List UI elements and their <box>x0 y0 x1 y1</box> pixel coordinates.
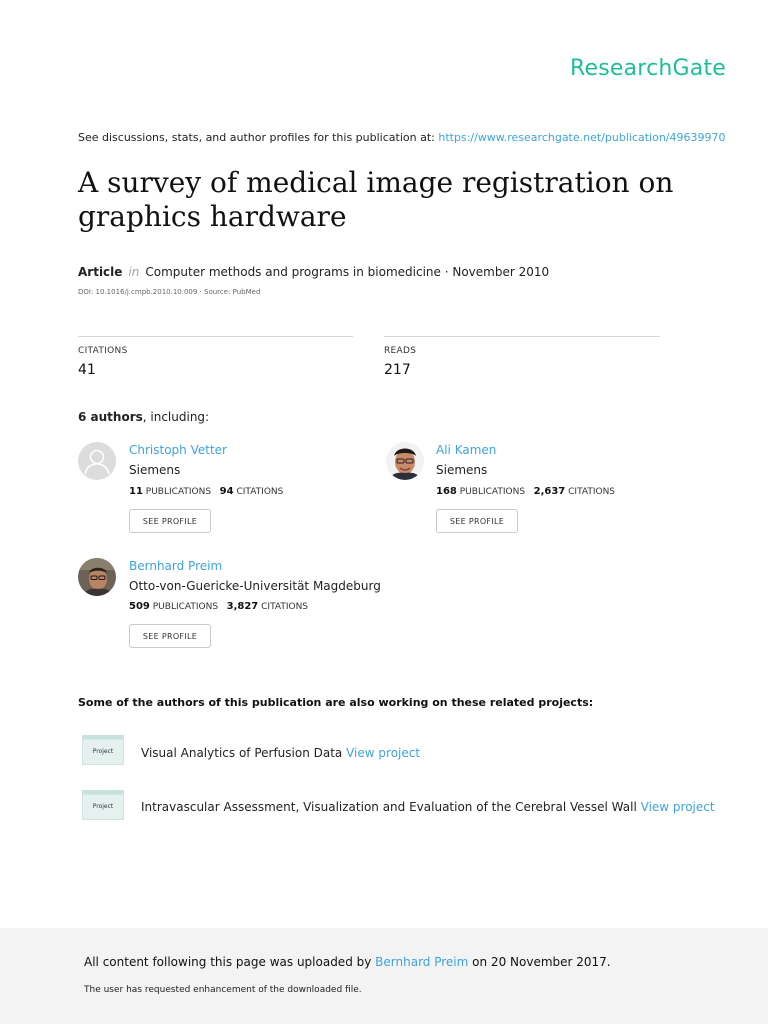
related-projects-heading: Some of the authors of this publication are also working on these related projects: <box>78 696 594 709</box>
citations-label: CITATIONS <box>78 346 128 356</box>
author-name-link[interactable]: Christoph Vetter <box>129 443 227 457</box>
project-item <box>141 746 420 760</box>
author-avatar-default-icon[interactable] <box>78 442 116 480</box>
citations-divider <box>78 336 353 337</box>
author-citations-label: CITATIONS <box>568 487 616 497</box>
publication-title: A survey of medical image registration on graphics hardware <box>78 166 674 233</box>
project-icon-label: Project <box>92 748 114 755</box>
author-citations-count: 94 <box>219 486 234 497</box>
author-citations-label: CITATIONS <box>236 487 284 497</box>
see-profile-button[interactable]: SEE PROFILE <box>129 509 211 533</box>
author-publications-label: PUBLICATIONS <box>145 487 212 497</box>
author-stats <box>436 486 615 497</box>
in-word: in <box>128 265 140 279</box>
authors-heading <box>78 410 209 424</box>
project-item <box>141 800 715 814</box>
author-name-link[interactable]: Ali Kamen <box>436 443 497 457</box>
author-publications-label: PUBLICATIONS <box>152 602 219 612</box>
authors-count: 6 authors <box>78 410 143 424</box>
project-folder-icon[interactable] <box>82 790 124 820</box>
reads-label: READS <box>384 346 417 356</box>
upload-suffix: on 20 November 2017. <box>472 955 611 969</box>
view-project-link[interactable]: View project <box>346 746 421 760</box>
enhancement-note: The user has requested enhancement of the downloaded file. <box>84 985 362 995</box>
upload-info-line <box>84 955 611 969</box>
article-meta-line <box>78 265 549 279</box>
reads-divider <box>384 336 660 337</box>
upload-prefix: All content following this page was uploaded by <box>84 955 372 969</box>
citations-value: 41 <box>78 362 96 378</box>
author-institution: Siemens <box>436 463 488 477</box>
author-citations-count: 3,827 <box>226 601 259 612</box>
default-avatar-icon <box>78 442 116 480</box>
project-folder-icon[interactable] <box>82 735 124 765</box>
publication-url-link[interactable]: https://www.researchgate.net/publication/49639970 <box>438 131 726 144</box>
author-institution: Siemens <box>129 463 181 477</box>
author-publications-count: 11 <box>129 486 143 497</box>
uploader-link[interactable]: Bernhard Preim <box>375 955 469 969</box>
author-avatar-photo[interactable] <box>386 442 424 480</box>
view-project-link[interactable]: View project <box>640 800 715 814</box>
author-citations-count: 2,637 <box>533 486 566 497</box>
see-profile-button[interactable]: SEE PROFILE <box>436 509 518 533</box>
project-icon-label: Project <box>92 803 114 810</box>
author-stats <box>129 601 308 612</box>
author-publications-label: PUBLICATIONS <box>459 487 526 497</box>
author-avatar-photo[interactable] <box>78 558 116 596</box>
authors-suffix: , including: <box>142 410 210 424</box>
researchgate-logo[interactable]: ResearchGate <box>570 56 727 81</box>
author-publications-count: 509 <box>129 601 150 612</box>
see-discussions-text: See discussions, stats, and author profiles for this publication at: <box>78 131 435 144</box>
journal-line: Computer methods and programs in biomedicine · November 2010 <box>145 265 550 279</box>
doi-line: DOI: 10.1016/j.cmpb.2010.10.009 · Source: PubMed <box>78 288 261 296</box>
author-institution: Otto-von-Guericke-Universität Magdeburg <box>129 579 381 593</box>
footer-panel <box>0 928 768 1024</box>
publication-type: Article <box>78 265 123 279</box>
reads-value: 217 <box>384 362 411 378</box>
project-title: Intravascular Assessment, Visualization and Evaluation of the Cerebral Vessel Wall <box>141 800 637 814</box>
author-photo-icon <box>386 442 424 480</box>
author-name-link[interactable]: Bernhard Preim <box>129 559 223 573</box>
author-publications-count: 168 <box>436 486 457 497</box>
see-profile-button[interactable]: SEE PROFILE <box>129 624 211 648</box>
author-photo-icon <box>78 558 116 596</box>
author-stats <box>129 486 283 497</box>
project-title: Visual Analytics of Perfusion Data <box>141 746 343 760</box>
see-discussions-line <box>78 131 726 144</box>
author-citations-label: CITATIONS <box>261 602 309 612</box>
